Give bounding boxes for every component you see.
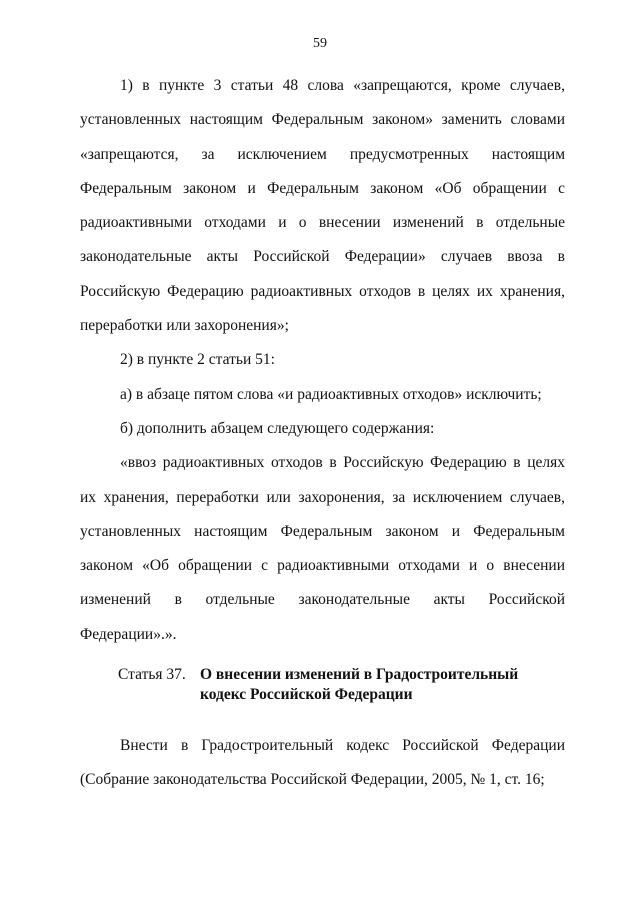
paragraph-amendment-2: 2) в пункте 2 статьи 51: [120,351,275,369]
paragraph-quoted-text: «ввоз радиоактивных отходов в Российскую Федерацию в целях их хранения, переработки или захоронения, за исключением случаев, установленных настоящим Федеральным законом и Федеральным законом «Об обращении с радиоактивными отходами и о внесении изменений в отдельные законодательные акты Российской Федерации».». [80,454,565,643]
paragraph-amendment-1: 1) в пункте 3 статьи 48 слова «запрещаются, кроме случаев, установленных настоящим Федеральным законом» заменить словами «запрещаются, за исключением предусмотренных настоящим Федеральным законом и Федеральным законом «Об обращении с радиоактивными отходами и о внесении изменений в отдельные законодательные акты Российской Федерации» случаев ввоза в Российскую Федерацию радиоактивных отходов в целях их хранения, переработки или захоронения»; [80,77,565,335]
document-body-bottom [80,729,565,798]
paragraph-amendment-2a: а) в абзаце пятом слова «и радиоактивных отходов» исключить; [120,385,542,403]
article-title: О внесении изменений в Градостроительный кодекс Российской Федерации [200,666,519,703]
page-number: 59 [313,36,327,51]
article-number: Статья 37. [118,666,186,683]
document-body-top [80,69,565,652]
article-heading [118,665,568,705]
paragraph-introduce-amendments: Внести в Градостроительный кодекс Российской Федерации (Собрание законодательства Российской Федерации, 2005, № 1, ст. 16; [80,737,565,789]
paragraph-amendment-2b: б) дополнить абзацем следующего содержания: [120,419,435,437]
